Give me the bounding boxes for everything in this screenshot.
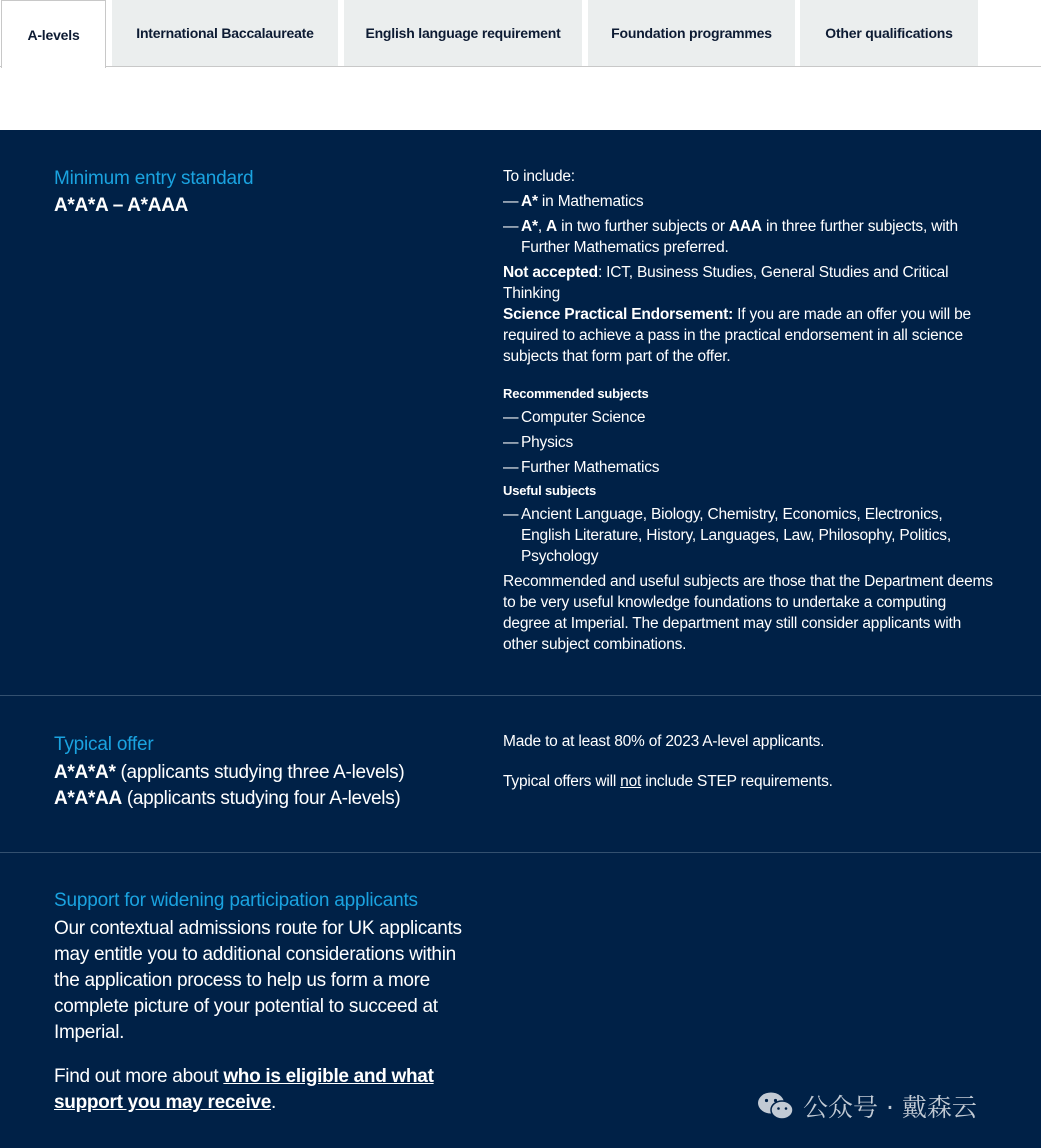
useful-subjects-label: Useful subjects bbox=[503, 483, 597, 498]
qualification-tabs bbox=[0, 0, 1041, 67]
typical-offer-three: A*A*A* (applicants studying three A-levels) bbox=[54, 762, 405, 783]
watermark bbox=[757, 1088, 977, 1124]
typical-offer-four: A*A*AA (applicants studying four A-levels) bbox=[54, 788, 401, 809]
made-to-text: Made to at least 80% of 2023 A-level applicants. bbox=[503, 733, 825, 750]
minimum-entry-heading: Minimum entry standard bbox=[54, 168, 254, 189]
step-text: Typical offers will not include STEP requirements. bbox=[503, 773, 833, 790]
eligibility-link[interactable]: who is eligible and what support you may receive bbox=[54, 1066, 434, 1113]
typical-offer-heading: Typical offer bbox=[54, 734, 154, 755]
minimum-entry-section bbox=[0, 130, 1041, 695]
tab-english-language-requirement[interactable]: English language requirement bbox=[344, 0, 582, 66]
entry-requirements-panel bbox=[0, 130, 1041, 1148]
requirement-mathematics: — A* in Mathematics bbox=[503, 191, 993, 212]
requirement-further-subjects: — A*, A in two further subjects or AAA in three further subjects, with Further Mathematics preferred. bbox=[503, 216, 993, 258]
minimum-entry-details bbox=[503, 166, 993, 655]
widening-participation-heading: Support for widening participation applicants bbox=[54, 890, 418, 911]
typical-offer-details bbox=[503, 731, 993, 792]
to-include-label: To include: bbox=[503, 168, 575, 185]
wechat-icon bbox=[757, 1091, 795, 1121]
tab-foundation-programmes[interactable]: Foundation programmes bbox=[588, 0, 795, 66]
minimum-entry-value: A*A*A – A*AAA bbox=[54, 195, 189, 216]
list-item: — Physics bbox=[503, 432, 993, 453]
not-accepted-text: Not accepted: ICT, Business Studies, General Studies and Critical Thinking bbox=[503, 264, 949, 302]
list-item: — Computer Science bbox=[503, 407, 993, 428]
tab-international-baccalaureate[interactable]: International Baccalaureate bbox=[112, 0, 338, 66]
watermark-text: 公众号 · 戴森云 bbox=[803, 1093, 977, 1122]
recommended-subjects-label: Recommended subjects bbox=[503, 386, 649, 401]
science-practical-endorsement: Science Practical Endorsement: If you are made an offer you will be required to achieve a pass in the practical endorsement in all science subjects that form part of the offer. bbox=[503, 306, 971, 365]
typical-offer-section bbox=[0, 696, 1041, 852]
list-item: — Further Mathematics bbox=[503, 457, 993, 478]
widening-participation-body: Our contextual admissions route for UK applicants may entitle you to additional considerations within the application process to help us form a more complete picture of your potential to succeed at Imperial. bbox=[54, 918, 462, 1043]
subjects-note: Recommended and useful subjects are those that the Department deems to be very useful knowledge foundations to undertake a computing degree at Imperial. The department may still consider applicants with other subject combinations. bbox=[503, 573, 993, 653]
find-out-more-text: Find out more about who is eligible and what support you may receive. bbox=[54, 1066, 434, 1113]
useful-subjects-list: — Ancient Language, Biology, Chemistry, Economics, Electronics, English Literature, History, Languages, Law, Philosophy, Politics, Psychology bbox=[503, 504, 993, 567]
tab-a-levels[interactable]: A-levels bbox=[1, 0, 106, 68]
tab-other-qualifications[interactable]: Other qualifications bbox=[800, 0, 978, 66]
